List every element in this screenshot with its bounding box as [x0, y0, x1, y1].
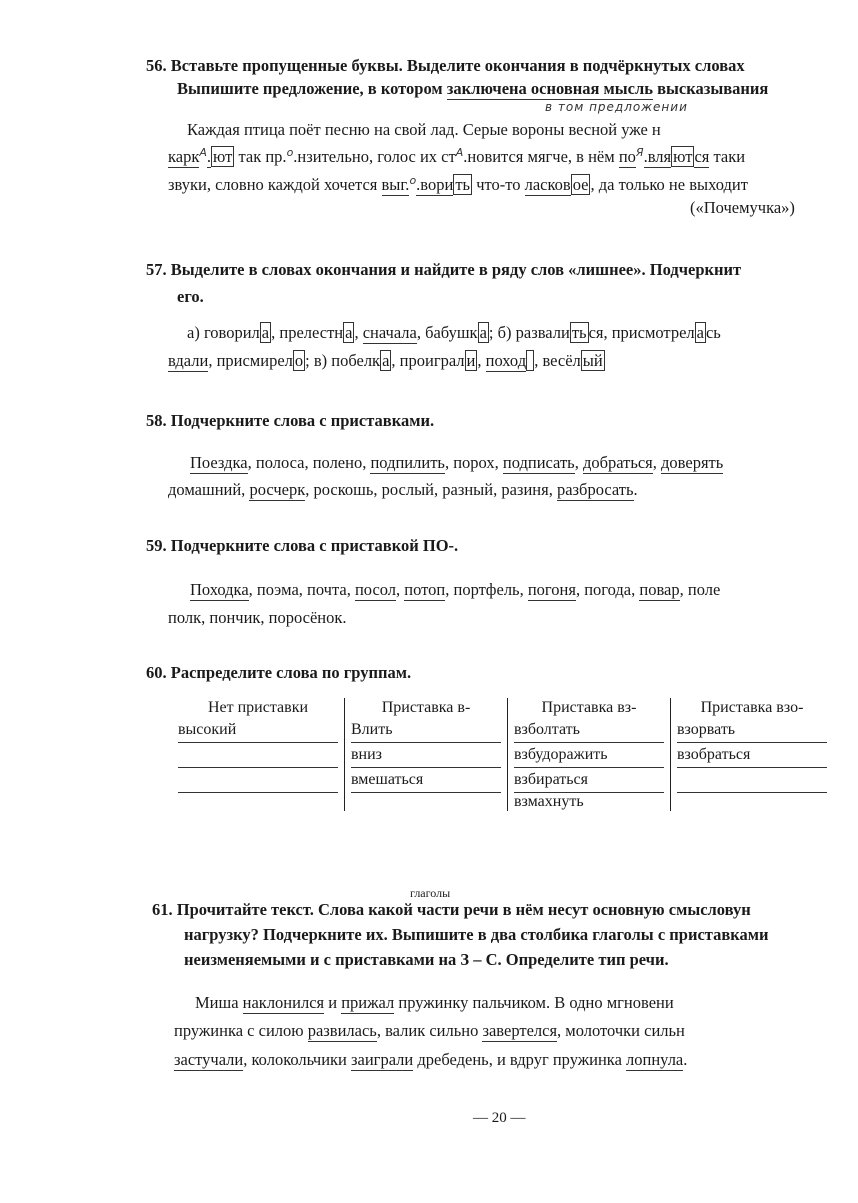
underlined-word: росчерк: [249, 480, 306, 499]
marked-ending: ют: [213, 147, 233, 166]
text-segment: , роскошь, рослый, разный, разиня,: [305, 480, 557, 499]
text-segment: полк, пончик, поросёнок.: [168, 608, 347, 627]
text-segment: , порох,: [444, 453, 503, 472]
ex56-text-line: [187, 120, 661, 140]
text-segment: , молоточки сильн: [557, 1021, 685, 1040]
ex61-text-line: [195, 993, 674, 1013]
text-segment: , валик сильно: [376, 1021, 483, 1040]
text-segment: так пр.: [234, 147, 287, 166]
handwritten-letter: о: [286, 146, 294, 159]
text-segment: , погода,: [575, 580, 640, 599]
ex58-text-line: [168, 480, 638, 500]
table-cell: вниз: [351, 743, 501, 768]
text-segment: .: [633, 480, 638, 499]
table-cell: взболтать: [514, 718, 664, 743]
underlined-word: погоня: [527, 580, 576, 599]
underlined-word: заиграли: [351, 1050, 414, 1069]
page-number: — 20 —: [473, 1110, 526, 1126]
text-segment: .новится мягче, в нём: [463, 147, 619, 166]
ex56-text-line: [168, 175, 748, 197]
ex61-number: 61.: [152, 900, 173, 919]
column-header: Приставка в-: [381, 699, 471, 716]
ex57-title-line1: Выделите в словах окончания и найдите в ряду слов «лишнее». Подчеркнит: [170, 260, 742, 279]
text-segment: Миша: [195, 993, 243, 1012]
text-segment: .: [683, 1050, 688, 1069]
text-segment: , присмирел: [208, 351, 293, 370]
underlined-word: .вори: [416, 175, 454, 194]
ex58-title-text: Подчеркните слова с приставками.: [170, 411, 435, 430]
marked-ending: и: [466, 351, 476, 370]
handwritten-letter: А: [199, 146, 207, 159]
underlined-word: лопнула: [626, 1050, 684, 1069]
text-segment: , полоса, полено,: [247, 453, 371, 472]
text-segment: , да только не выходит: [590, 175, 748, 194]
column-no-prefix: [172, 698, 345, 811]
table-cell: [677, 768, 827, 793]
text-segment: ; в) побелк: [305, 351, 381, 370]
ex58-title: [146, 411, 434, 431]
underlined-word: поход: [485, 351, 527, 370]
underlined-word: потоп: [404, 580, 446, 599]
ex57-text-line: [168, 351, 605, 371]
handwritten-letter: А: [455, 146, 464, 159]
underlined-word: Походка: [190, 580, 249, 599]
ex56-title-part: Выпишите предложение, в котором: [177, 79, 447, 98]
ex61-text-line: [174, 1021, 685, 1041]
table-cell: взобраться: [677, 743, 827, 768]
ex59-text-line: [168, 608, 347, 628]
ex58-number: 58.: [146, 411, 167, 430]
text-segment: , колокольчики: [243, 1050, 352, 1069]
ex61-title-line3: неизменяемыми и с приставками на З – С. Определите тип речи.: [184, 950, 669, 969]
underlined-word: сначала: [362, 323, 417, 342]
underlined-word: .вля: [643, 147, 672, 166]
text-segment: пружинку пальчиком. В одно мгновени: [394, 993, 674, 1012]
underlined-word: карк: [168, 147, 200, 166]
text-segment: , прелестн: [271, 323, 344, 342]
underlined-word: посол: [354, 580, 397, 599]
handwritten-letter: о: [409, 174, 417, 187]
underlined-word: выг.: [381, 175, 410, 194]
column-prefix-vz: [508, 698, 671, 811]
column-header: Нет приставки: [207, 699, 309, 716]
underlined-word: наклонился: [242, 993, 325, 1012]
underlined-word: доверять: [661, 453, 724, 472]
column-prefix-v: [345, 698, 508, 811]
text-segment: и: [324, 993, 342, 1012]
text-segment: Каждая птица поёт песню на свой лад. Серые вороны весной уже н: [187, 120, 661, 139]
ex60-title-text: Распределите слова по группам.: [170, 663, 412, 682]
marked-ending: а: [261, 323, 270, 342]
text-segment: звуки, словно каждой хочется: [168, 175, 382, 194]
ex56-title: [146, 56, 745, 76]
underlined-word: .: [206, 147, 212, 166]
marked-ending: о: [294, 351, 304, 370]
underlined-word: застучали: [174, 1050, 244, 1069]
underlined-word: подпилить: [370, 453, 445, 472]
text-segment: ся, присмотрел: [588, 323, 695, 342]
text-segment: ,: [574, 453, 583, 472]
table-cell: взбираться: [514, 768, 664, 793]
table-cell: [178, 768, 338, 793]
text-segment: ,: [396, 580, 405, 599]
ex60-title: [146, 663, 411, 683]
text-segment: , весёл: [534, 351, 581, 370]
ex61-title: [152, 900, 751, 920]
ex59-text-line: [190, 580, 720, 600]
underlined-word: повар: [639, 580, 680, 599]
text-segment: а) говорил: [187, 323, 260, 342]
table-cell: вмешаться: [351, 768, 501, 793]
text-segment: , портфель,: [445, 580, 528, 599]
ex61-title-line2: нагрузку? Подчеркните их. Выпишите в два столбика глаголы с приставками: [184, 925, 769, 944]
ex59-title-text: Подчеркните слова с приставкой ПО-.: [170, 536, 459, 555]
ex56-text-line: [168, 147, 745, 169]
marked-ending: ть: [455, 175, 471, 194]
table-cell: высокий: [178, 718, 338, 743]
text-segment: сь: [705, 323, 721, 342]
underlined-word: вдали: [168, 351, 209, 370]
ex56-number: 56.: [146, 56, 167, 75]
handwritten-letter: Я: [635, 146, 644, 159]
ex57-title-line2: его.: [177, 287, 204, 306]
ex57-text-line: [187, 323, 721, 343]
underlined-word: Поездка: [190, 453, 248, 472]
text-segment: что-то: [472, 175, 525, 194]
text-segment: , поэма, почта,: [248, 580, 355, 599]
ex61-title-line1: Прочитайте текст. Слова какой части речи в нём несут основную смысловун: [176, 900, 751, 919]
text-segment: таки: [709, 147, 746, 166]
text-segment: , проиграл: [391, 351, 465, 370]
text-segment: ; б) развали: [488, 323, 570, 342]
text-segment: , поле: [679, 580, 721, 599]
ex57-number: 57.: [146, 260, 167, 279]
ex60-number: 60.: [146, 663, 167, 682]
ex59-title: [146, 536, 458, 556]
text-segment: домашний,: [168, 480, 250, 499]
ex56-title-line2: [177, 79, 768, 99]
ex59-number: 59.: [146, 536, 167, 555]
table-cell: Влить: [351, 718, 501, 743]
marked-ending: а: [479, 323, 487, 342]
underlined-word: ласков: [524, 175, 571, 194]
underlined-word: подписать: [502, 453, 575, 472]
marked-ending: а: [382, 351, 390, 370]
marked-ending: а: [696, 323, 704, 342]
table-cell: взбудоражить: [514, 743, 664, 768]
underlined-word: развилась: [307, 1021, 377, 1040]
underlined-word: ся: [694, 147, 710, 166]
text-segment: ,: [477, 351, 486, 370]
underlined-word: прижал: [341, 993, 395, 1012]
text-segment: , бабушк: [416, 323, 478, 342]
ex57-title: [146, 260, 741, 280]
ex56-title-line1: Вставьте пропущенные буквы. Выделите окончания в подчёркнутых словах: [170, 56, 745, 75]
ex56-title-part: высказывания: [652, 79, 769, 98]
marked-ending: ть: [571, 323, 587, 342]
ex56-title-underlined: заключена основная мысль: [446, 79, 653, 98]
table-cell: взорвать: [677, 718, 827, 743]
handwritten-note: в том предложении: [545, 100, 688, 114]
text-segment: .нзительно, голос их ст: [293, 147, 456, 166]
text-segment: пружинка с силою: [174, 1021, 308, 1040]
underlined-word: по: [618, 147, 636, 166]
column-prefix-vzo: [671, 698, 834, 811]
underlined-word: добраться: [582, 453, 653, 472]
ex61-note: глаголы: [410, 886, 451, 900]
marked-ending: ый: [582, 351, 603, 370]
ex56-source: («Почемучка»): [690, 198, 795, 217]
text-segment: ,: [652, 453, 662, 472]
text-segment: дребедень, и вдруг пружинка: [413, 1050, 627, 1069]
marked-ending: ое: [572, 175, 589, 194]
ex58-text-line: [190, 453, 723, 473]
text-segment: ,: [354, 323, 363, 342]
underlined-word: завертелся: [482, 1021, 558, 1040]
column-header: Приставка взо-: [700, 699, 804, 716]
table-cell: взмахнуть: [514, 793, 584, 810]
marked-ending: а: [345, 323, 353, 342]
column-header: Приставка вз-: [541, 699, 637, 716]
ex61-text-line: [174, 1050, 687, 1070]
table-cell: [178, 743, 338, 768]
groups-table: [172, 698, 833, 811]
marked-ending: ют: [673, 147, 693, 166]
underlined-word: разбросать: [556, 480, 634, 499]
